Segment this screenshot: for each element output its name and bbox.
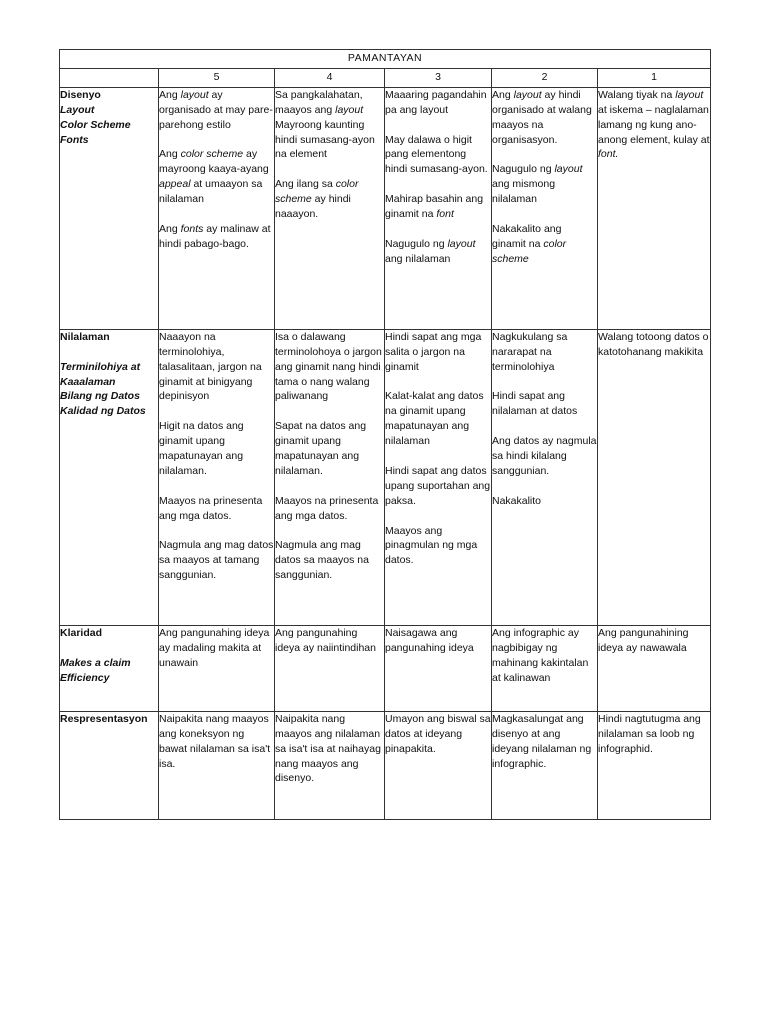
descriptor-cell <box>492 87 598 329</box>
descriptor-text: Hindi sapat ang nilalaman at datos <box>492 390 578 418</box>
descriptor-cell <box>159 625 275 711</box>
descriptor-cell <box>385 711 492 819</box>
descriptor-cell <box>275 625 385 711</box>
rubric-row <box>60 625 711 711</box>
descriptor-text: Naaayon na terminolohiya, talasalitaan, jargon na ginamit at binigyang depinisyon <box>159 330 262 403</box>
descriptor-text: Ang layout ay hindi organisado at walang maayos na organisasyon. <box>492 88 592 146</box>
score-header: 3 <box>385 68 492 87</box>
descriptor-cell <box>385 625 492 711</box>
descriptor-text: Naipakita nang maayos ang nilalaman sa isa't isa at naihayag nang maayos ang disenyo. <box>275 712 381 785</box>
descriptor-cell <box>492 625 598 711</box>
descriptor-text: Mahirap basahin ang ginamit na font <box>385 193 484 221</box>
descriptor-term: font <box>436 208 454 221</box>
rubric-row <box>60 329 711 625</box>
descriptor-text: Umayon ang biswal sa datos at ideyang pinapakita. <box>385 712 491 755</box>
criterion-subitem: Color Scheme <box>60 118 131 131</box>
descriptor-term: layout <box>447 237 476 250</box>
criterion-subitem: Bilang ng Datos <box>60 390 140 403</box>
descriptor-cell <box>492 329 598 625</box>
rubric-body <box>60 87 711 819</box>
descriptor-term: font. <box>598 148 619 161</box>
descriptor-cell <box>598 329 711 625</box>
descriptor-cell <box>275 87 385 329</box>
criterion-spacer <box>60 345 158 360</box>
criterion-spacer <box>60 641 158 656</box>
descriptor-text: Hindi sapat ang mga salita o jargon na ginamit <box>385 330 482 373</box>
descriptor-text: Naipakita nang maayos ang koneksyon ng bawat nilalaman sa isa't isa. <box>159 712 271 770</box>
descriptor-text: Higit na datos ang ginamit upang mapatunayan ang nilalaman. <box>159 420 244 477</box>
descriptor-term: layout <box>513 88 542 101</box>
score-header: 2 <box>492 68 598 87</box>
descriptor-cell <box>385 87 492 329</box>
descriptor-cell <box>159 711 275 819</box>
descriptor-text: Kalat-kalat ang datos na ginamit upang mapatunayan ang nilalaman <box>385 390 484 448</box>
criterion-name: Respresentasyon <box>60 712 148 725</box>
rubric-title: PAMANTAYAN <box>60 50 711 69</box>
descriptor-text: Maaaring pagandahin pa ang layout <box>385 88 487 116</box>
descriptor-cell <box>159 87 275 329</box>
criterion-subitem: Efficiency <box>60 671 110 684</box>
descriptor-cell <box>275 329 385 625</box>
descriptor-text: Nagugulo ng layout ang nilalaman <box>385 237 476 265</box>
descriptor-text: Ang pangunahing ideya ay madaling makita at unawain <box>159 626 270 669</box>
criterion-subitem: Fonts <box>60 133 89 146</box>
descriptor-cell <box>598 625 711 711</box>
score-header-blank <box>60 68 159 87</box>
descriptor-term: layout <box>180 88 209 101</box>
descriptor-text: Hindi sapat ang datos upang suportahan ang paksa. <box>385 464 491 507</box>
descriptor-cell <box>275 711 385 819</box>
rubric-row <box>60 87 711 329</box>
descriptor-term: color scheme <box>275 178 359 206</box>
descriptor-text: Hindi nagtutugma ang nilalaman sa loob ng infographid. <box>598 712 701 755</box>
descriptor-term: appeal <box>159 178 191 191</box>
descriptor-text: Nagmula ang mag datos sa maayos at tamang sanggunian. <box>159 539 274 582</box>
descriptor-text: Ang fonts ay malinaw at hindi pabago-bago. <box>159 222 271 250</box>
descriptor-text: Walang totoong datos o katotohanang makikita <box>598 330 709 358</box>
descriptor-text: Maayos na prinesenta ang mga datos. <box>275 494 379 522</box>
descriptor-text: Nakakalito <box>492 494 542 507</box>
descriptor-text: May dalawa o higit pang elementong hindi sumasang-ayon. <box>385 133 488 176</box>
descriptor-text: Ang color scheme ay mayroong kaaya-ayang appeal at umaayon sa nilalaman <box>159 148 269 206</box>
descriptor-term: color scheme <box>492 237 567 265</box>
descriptor-text: Maayos na prinesenta ang mga datos. <box>159 494 263 522</box>
criterion-cell <box>60 711 159 819</box>
descriptor-cell <box>492 711 598 819</box>
descriptor-text: Walang tiyak na layout at iskema – naglalaman lamang ng kung ano-anong element, kulay at font. <box>598 88 710 161</box>
score-header: 1 <box>598 68 711 87</box>
descriptor-text: Ang ilang sa color scheme ay hindi naaayon. <box>275 178 359 221</box>
criterion-subitem: Makes a claim <box>60 656 131 669</box>
descriptor-text: Sapat na datos ang ginamit upang mapatunayan ang nilalaman. <box>275 420 367 477</box>
descriptor-text: Maayos ang pinagmulan ng mga datos. <box>385 524 478 567</box>
criterion-cell <box>60 87 159 329</box>
descriptor-text: Nagkukulang sa nararapat na terminolohiya <box>492 330 568 373</box>
descriptor-text: Magkasalungat ang disenyo at ang ideyang nilalaman ng infographic. <box>492 712 592 770</box>
rubric-table <box>59 49 711 820</box>
criterion-name: Nilalaman <box>60 330 110 343</box>
descriptor-text: Ang infographic ay nagbibigay ng mahinang kakintalan at kalinawan <box>492 626 589 684</box>
rubric-row <box>60 711 711 819</box>
score-header: 4 <box>275 68 385 87</box>
descriptor-text: Ang layout ay organisado at may pare-parehong estilo <box>159 88 273 131</box>
descriptor-cell <box>385 329 492 625</box>
descriptor-cell <box>159 329 275 625</box>
criterion-cell <box>60 625 159 711</box>
descriptor-term: layout <box>675 88 704 101</box>
descriptor-term: fonts <box>180 222 204 235</box>
criterion-name: Klaridad <box>60 626 103 639</box>
descriptor-text: Ang pangunahing ideya ay naiintindihan <box>275 626 376 654</box>
score-header-row <box>60 68 711 87</box>
descriptor-text: Sa pangkalahatan, maayos ang layout Mayroong kaunting hindi sumasang-ayon na element <box>275 88 375 161</box>
criterion-subitem: Layout <box>60 103 95 116</box>
descriptor-cell <box>598 87 711 329</box>
descriptor-term: color scheme <box>180 148 244 161</box>
descriptor-term: layout <box>335 103 364 116</box>
descriptor-text: Nagugulo ng layout ang mismong nilalaman <box>492 163 583 206</box>
descriptor-text: Nakakalito ang ginamit na color scheme <box>492 222 567 265</box>
criterion-name: Disenyo <box>60 88 101 101</box>
descriptor-cell <box>598 711 711 819</box>
score-header: 5 <box>159 68 275 87</box>
descriptor-text: Ang datos ay nagmula sa hindi kilalang sanggunian. <box>492 435 597 477</box>
descriptor-text: Ang pangunahining ideya ay nawawala <box>598 626 689 654</box>
criterion-subitem: Kalidad ng Datos <box>60 405 146 418</box>
descriptor-text: Nagmula ang mag datos sa maayos na sanggunian. <box>275 539 369 582</box>
criterion-cell <box>60 329 159 625</box>
descriptor-term: layout <box>554 163 583 176</box>
title-row <box>60 50 711 69</box>
descriptor-text: Naisagawa ang pangunahing ideya <box>385 626 474 654</box>
descriptor-text: Isa o dalawang terminolohoya o jargon ang ginamit nang hindi tama o nang walang paliwanang <box>275 330 382 403</box>
criterion-subitem: Terminilohiya at Kaaalaman <box>60 360 141 388</box>
